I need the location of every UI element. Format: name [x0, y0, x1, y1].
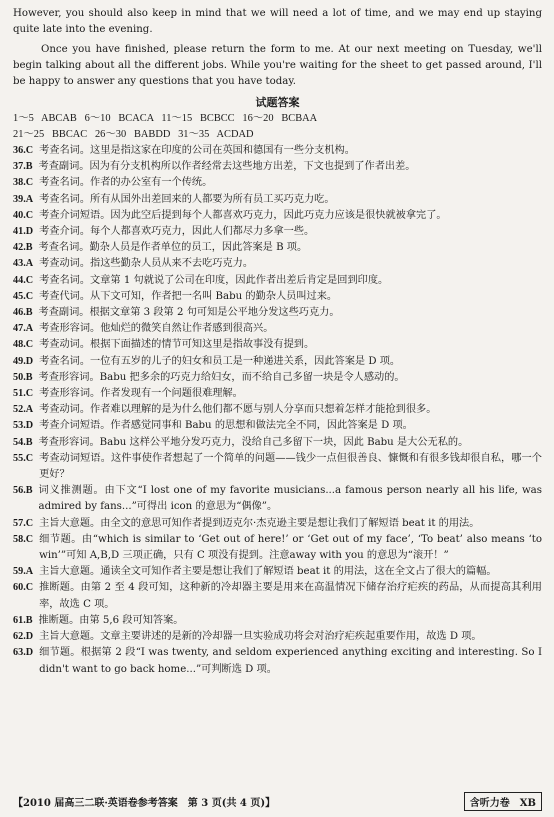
answer-item: [13, 451, 542, 483]
answer-item: [13, 516, 542, 532]
answer-text: 考查名词。勤杂人员是作者单位的员工，因此答案是 B 项。: [38, 242, 308, 254]
answer-text: 考查副词。因为有分支机构所以作者经常去这些地方出差，下文也提到了作者出差。: [38, 161, 416, 173]
answer-number: 54.B: [13, 436, 33, 448]
answer-item: [13, 613, 542, 629]
answer-number: 49.D: [13, 355, 34, 367]
answer-item: [13, 386, 542, 402]
answer-text: 主旨大意题。通读全文可知作者主要是想让我们了解短语 beat it 的用法，这在全文占了很大的篇幅。: [39, 566, 497, 578]
answer-item: [13, 483, 542, 515]
answer-number: 58.C: [13, 533, 34, 545]
answer-text: 细节题。根据第 2 段“I was twenty, and seldom experienced anything exciting and interesting. So I didn't want to go back home...”可判断选 D 项。: [39, 647, 542, 675]
answer-number: 60.C: [13, 582, 34, 594]
answer-item: [13, 580, 542, 612]
answer-item: [13, 224, 542, 240]
answer-number: 52.A: [13, 404, 34, 416]
answer-item: [13, 273, 542, 289]
answer-item: [13, 256, 542, 272]
answer-item: [13, 143, 542, 159]
answer-key-row-1: 1～5 ABCAB 6～10 BCACA 11～15 BCBCC 16～20 BCBAA: [13, 113, 318, 124]
answer-number: 43.A: [13, 258, 34, 270]
answer-key-title: 试题答案: [255, 96, 300, 109]
paragraph-2: Once you have finished, please return the form to me. At our next meeting on Tuesday, we'll begin talking about all the different jobs. While you're waiting for the sheet to get passed around, I'll be happy to answer any questions that you have today.: [13, 44, 542, 87]
answer-item: [13, 645, 542, 677]
answer-text: 考查形容词。Babu 把多余的巧克力给妇女，而不给自己多留一块是令人感动的。: [38, 371, 405, 383]
answer-item: [13, 337, 542, 353]
answer-text: 考查动词。作者难以理解的是为什么他们都不愿与别人分享而只想着怎样才能抢到很多。: [39, 404, 437, 416]
answer-text: 考查形容词。作者发现有一个问题很难理解。: [39, 388, 243, 400]
answer-text: 细节题。由“which is similar to ‘Get out of here!’ or ‘Get out of my face’, ‘To beat’ also means ‘to win’”可知 A,B,D 三项正确，只有 C 项没有提到。注意away with you 的意思为“滚开！”: [39, 533, 542, 562]
answer-item: [13, 629, 542, 645]
answer-text: 考查名词。所有从国外出差回来的人都要为所有员工买巧克力吃。: [39, 193, 335, 205]
answer-item: [13, 321, 542, 337]
answer-number: 38.C: [13, 177, 34, 189]
answer-number: 53.D: [13, 420, 34, 432]
answer-number: 62.D: [13, 631, 34, 643]
answer-number: 50.B: [13, 371, 33, 383]
answer-text: 考查介词短语。作者感觉同事和 Babu 的思想和做法完全不同，因此答案是 D 项。: [39, 420, 413, 432]
answer-text: 考查动词。根据下面描述的情节可知这里是指故事没有提到。: [39, 339, 315, 351]
answer-number: 36.C: [13, 145, 34, 156]
answer-item: [13, 370, 542, 386]
answer-text: 考查形容词。他灿烂的微笑自然让作者感到很高兴。: [39, 323, 274, 335]
answer-text: 词义推测题。由下文“I lost one of my favorite musicians...a famous person nearly all his life, was admired by fans...”可得出 icon 的意思为“偶像”。: [38, 485, 542, 513]
answer-text: 主旨大意题。由全文的意思可知作者提到迈克尔·杰克逊主要是想让我们了解短语 beat it 的用法。: [39, 517, 480, 529]
answer-text: 考查动词。指这些勤杂人员从来不去吃巧克力。: [39, 258, 254, 270]
answer-item: [13, 289, 542, 305]
footer-tag: 含听力卷 XB: [464, 792, 542, 811]
answer-number: 44.C: [13, 274, 34, 286]
answer-text: 考查动词短语。这件事使作者想起了一个简单的问题——钱少一点但很善良、慷慨和有很多钱却很自私，哪一个更好？: [39, 452, 542, 481]
answer-item: [13, 208, 542, 224]
answer-item: [13, 418, 542, 434]
answer-item: [13, 402, 542, 418]
answer-number: 42.B: [13, 242, 33, 254]
answer-number: 41.D: [13, 226, 34, 238]
answer-text: 考查名词。这里是指这家在印度的公司在英国和德国有一些分支机构。: [39, 145, 355, 156]
answer-text: 主旨大意题。文章主要讲述的是新的冷却器一旦实验成功将会对治疗疟疾起重要作用，故选 D 项。: [39, 631, 482, 643]
footer-source: 【2010 届高三二联·英语卷参考答案 第 3 页(共 4 页)】: [13, 798, 276, 809]
answer-number: 61.B: [13, 614, 33, 626]
answer-text: 考查副词。根据文章第 3 段第 2 句可知是公平地分发这些巧克力。: [38, 307, 340, 319]
paragraph-1: However, you should also keep in mind that we will need a lot of time, and we may end up staying quite late into the evening.: [13, 8, 542, 35]
answer-item: [13, 175, 542, 191]
answer-text: 考查名词。文章第 1 句就说了公司在印度，因此作者出差后肯定是回到印度。: [39, 274, 389, 286]
answer-explanations: [13, 143, 542, 678]
answer-number: 55.C: [13, 452, 34, 464]
answer-key-row-2: 21～25 BBCAC 26～30 BABDD 31～35 ACDAD: [13, 129, 254, 140]
answer-number: 48.C: [13, 339, 34, 351]
answer-number: 63.D: [13, 647, 34, 659]
answer-number: 51.C: [13, 388, 34, 400]
answer-number: 37.B: [13, 161, 33, 173]
answer-text: 考查名词。作者的办公室有一个传统。: [39, 177, 213, 189]
answer-number: 47.A: [13, 323, 34, 335]
answer-item: [13, 564, 542, 580]
answer-number: 46.B: [13, 307, 33, 319]
answer-number: 57.C: [13, 517, 34, 529]
answer-item: [13, 435, 542, 451]
answer-item: [13, 159, 542, 175]
answer-item: [13, 305, 542, 321]
answer-text: 推断题。由第 2 至 4 段可知，这种新的冷却器主要是用来在高温情况下储存治疗疟疾的药品，从而提高其利用率，故选 C 项。: [39, 582, 542, 610]
answer-text: 推断题。由第 5,6 段可知答案。: [38, 614, 184, 626]
answer-number: 45.C: [13, 290, 34, 302]
answer-text: 考查介词短语。因为此空后提到每个人都喜欢巧克力，因此巧克力应该是很快就被拿完了。: [39, 209, 447, 221]
answer-item: [13, 354, 542, 370]
answer-number: 39.A: [13, 193, 34, 205]
answer-number: 56.B: [13, 485, 33, 497]
answer-text: 考查介词。每个人都喜欢巧克力，因此人们都尽力多拿一些。: [39, 226, 315, 238]
answer-number: 59.A: [13, 566, 34, 578]
answer-text: 考查名词。一位有五岁的儿子的妇女和员工是一种递进关系，因此答案是 D 项。: [39, 355, 401, 367]
answer-item: [13, 240, 542, 256]
answer-text: 考查形容词。Babu 这样公平地分发巧克力，没给自己多留下一块，因此 Babu 是大公无私的。: [38, 436, 469, 448]
answer-text: 考查代词。从下文可知，作者把一名叫 Babu 的勤杂人员叫过来。: [39, 290, 338, 302]
page-footer: [13, 792, 542, 811]
answer-number: 40.C: [13, 209, 34, 221]
answer-item: [13, 192, 542, 208]
answer-item: [13, 532, 542, 564]
